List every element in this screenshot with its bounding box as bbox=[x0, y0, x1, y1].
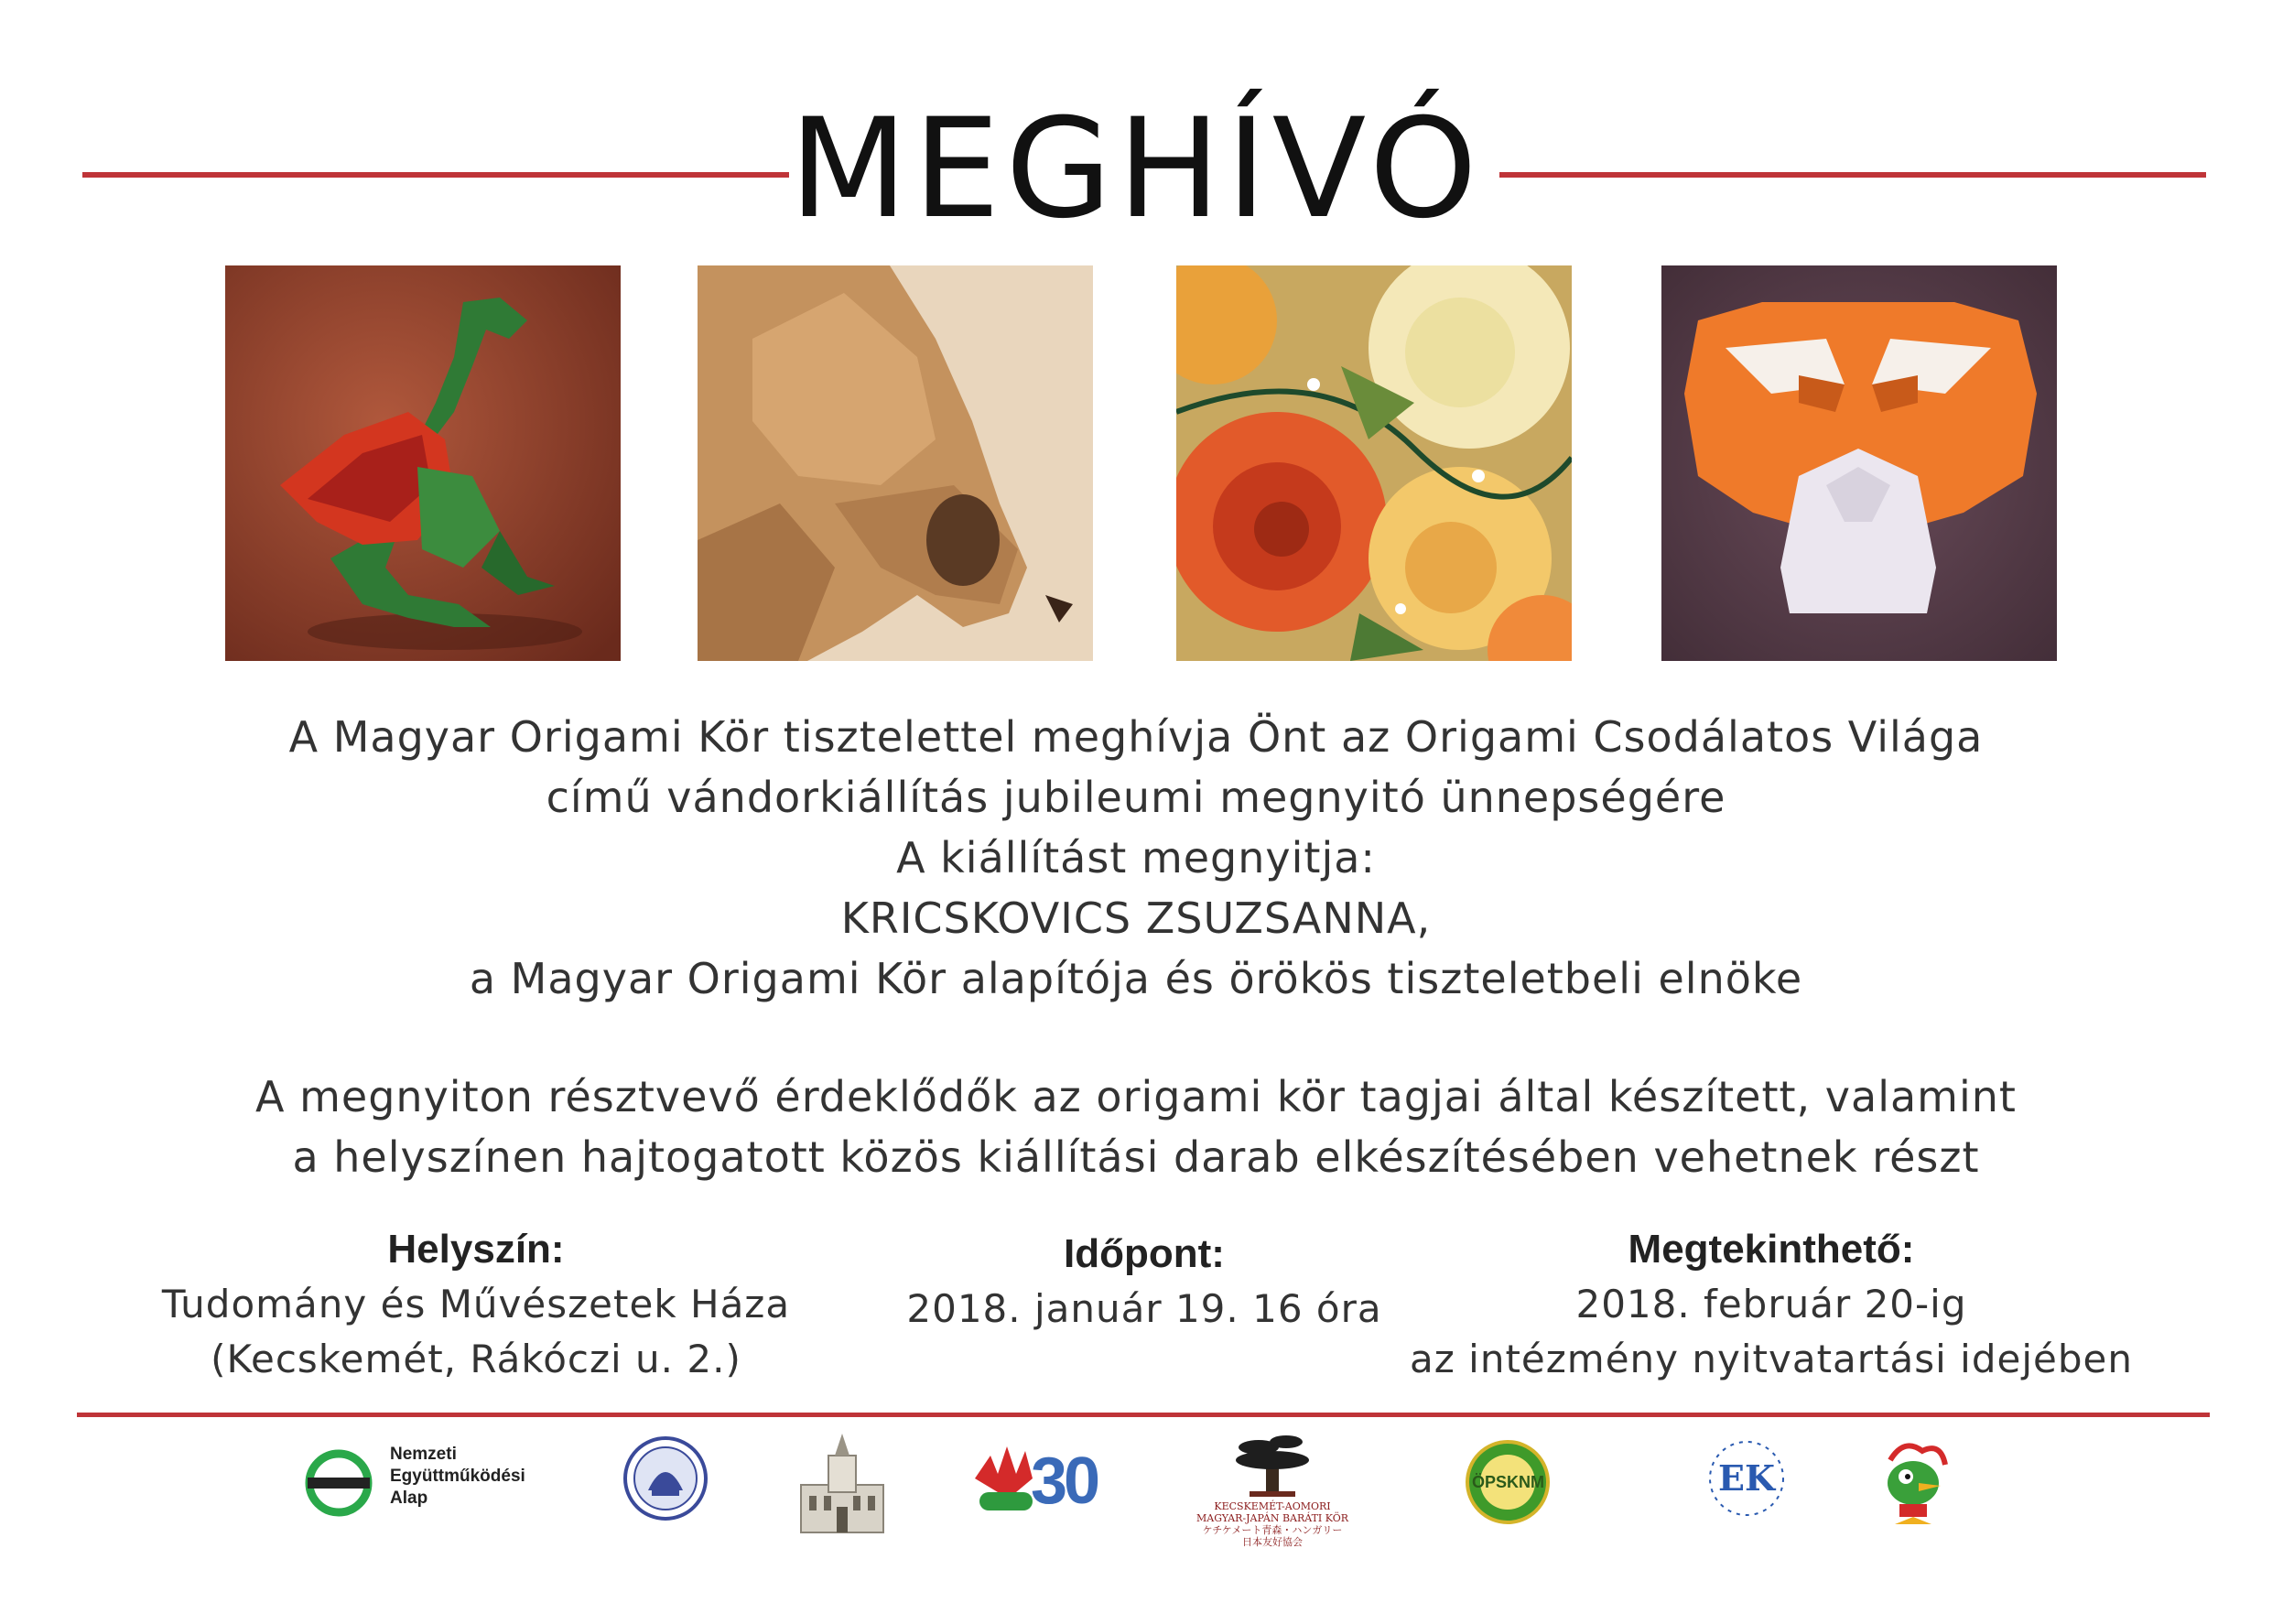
intro-line-2: című vándorkiállítás jubileumi megnyitó ünnepségére bbox=[546, 773, 1726, 822]
nea-line-1: Nemzeti bbox=[390, 1445, 457, 1464]
location-block bbox=[146, 1222, 806, 1387]
intro-line-3: A kiállítást megnyitja: bbox=[896, 833, 1376, 882]
nea-line-2: Együttműködési bbox=[390, 1467, 525, 1486]
details-line-1: A megnyiton résztvevő érdeklődők az origami kör tagjai által készített, valamint bbox=[255, 1072, 2017, 1121]
aomori-line-4: 日本友好協会 bbox=[1242, 1536, 1303, 1548]
europa-egyesulet-logo bbox=[1701, 1433, 1792, 1533]
details-line-2: a helyszínen hajtogatott közös kiállítási darab elkészítésében vehetnek részt bbox=[292, 1132, 1980, 1182]
details-text bbox=[0, 1066, 2272, 1187]
nea-line-3: Alap bbox=[390, 1489, 428, 1508]
time-block bbox=[879, 1227, 1410, 1337]
opener-name: KRICSKOVICS ZSUZSANNA, bbox=[840, 893, 1432, 943]
aomori-line-2: MAGYAR-JAPÁN BARÁTI KÖR bbox=[1196, 1512, 1348, 1524]
kecskemet-aomori-logo bbox=[1195, 1433, 1350, 1548]
footer-rule bbox=[77, 1413, 2210, 1417]
viewing-block bbox=[1391, 1222, 2151, 1387]
circular-seal-logo bbox=[622, 1435, 709, 1536]
origami-dragon-photo bbox=[225, 265, 621, 661]
time-line-1: 2018. január 19. 16 óra bbox=[906, 1286, 1382, 1331]
invitation-text bbox=[0, 707, 2272, 1009]
church-logo bbox=[796, 1430, 888, 1531]
viewing-line-1: 2018. február 20-ig bbox=[1575, 1282, 1967, 1326]
anniversary-30-logo bbox=[970, 1437, 1108, 1538]
location-line-1: Tudomány és Művészetek Háza bbox=[161, 1282, 791, 1326]
duck-mascot-logo bbox=[1867, 1433, 1959, 1533]
opsknm-logo bbox=[1465, 1439, 1552, 1540]
origami-brown-animal-photo bbox=[698, 265, 1093, 661]
location-line-2: (Kecskemét, Rákóczi u. 2.) bbox=[211, 1337, 741, 1381]
efe-text: EK bbox=[1718, 1457, 1775, 1499]
viewing-heading: Megtekinthető: bbox=[1628, 1227, 1915, 1272]
origami-flower-bouquet-photo bbox=[1176, 265, 1572, 661]
time-heading: Időpont: bbox=[1064, 1231, 1225, 1276]
page-title: MEGHÍVÓ bbox=[789, 90, 1483, 249]
nea-logo bbox=[302, 1442, 568, 1543]
nea-ring-icon bbox=[302, 1446, 375, 1520]
opsknm-text: ÖPSKNM bbox=[1471, 1473, 1544, 1491]
opener-title: a Magyar Origami Kör alapítója és örökös tiszteletbeli elnöke bbox=[469, 954, 1803, 1003]
origami-tiger-mask-photo bbox=[1661, 265, 2057, 661]
anniversary-30-text: 30 bbox=[1031, 1445, 1098, 1518]
location-heading: Helyszín: bbox=[387, 1227, 565, 1272]
viewing-line-2: az intézmény nyitvatartási idejében bbox=[1410, 1337, 2133, 1381]
aomori-line-3: ケチケメート青森・ハンガリー bbox=[1202, 1524, 1343, 1536]
aomori-line-1: KECSKEMÉT-AOMORI bbox=[1214, 1500, 1331, 1512]
intro-line-1: A Magyar Origami Kör tisztelettel meghívja Önt az Origami Csodálatos Világa bbox=[288, 712, 1984, 762]
